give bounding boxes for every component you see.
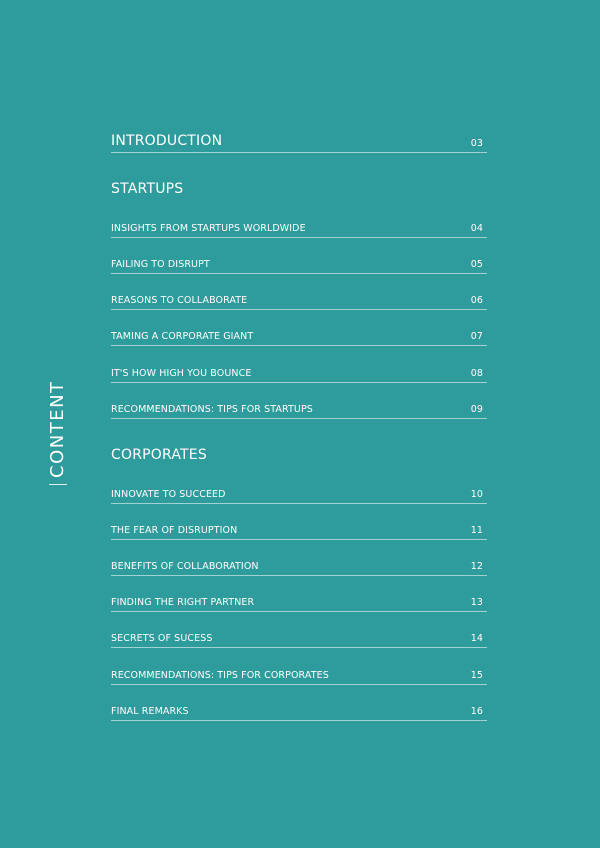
section-heading-startups: STARTUPS <box>111 181 184 197</box>
toc-entry-page: 15 <box>470 669 483 681</box>
toc-entry[interactable] <box>111 359 487 383</box>
toc-entry[interactable] <box>111 624 487 648</box>
toc-entry[interactable] <box>111 516 487 540</box>
toc-entry-title: FINAL REMARKS <box>111 705 189 717</box>
toc-entry-page: 12 <box>470 560 483 572</box>
toc-entry[interactable] <box>111 480 487 504</box>
side-label-divider <box>49 484 67 485</box>
toc-entry-title: INTRODUCTION <box>111 133 223 149</box>
toc-entry-title: SECRETS OF SUCESS <box>111 632 213 644</box>
toc-entry-page: 08 <box>470 367 483 379</box>
toc-entry-page: 16 <box>470 705 483 717</box>
toc-entry[interactable] <box>111 588 487 612</box>
toc-entry[interactable] <box>111 552 487 576</box>
toc-entry-page: 10 <box>470 488 483 500</box>
toc-entry-page: 07 <box>470 330 483 342</box>
toc-entry-title: INSIGHTS FROM STARTUPS WORLDWIDE <box>111 222 306 234</box>
toc-entry-page: 14 <box>470 632 483 644</box>
toc-entry-page: 04 <box>470 222 483 234</box>
toc-entry-title: IT'S HOW HIGH YOU BOUNCE <box>111 367 252 379</box>
toc-entry-page: 13 <box>470 596 483 608</box>
toc-entry-page: 05 <box>470 258 483 270</box>
toc-entry[interactable] <box>111 250 487 274</box>
toc-entry-title: BENEFITS OF COLLABORATION <box>111 560 259 572</box>
section-heading-corporates: CORPORATES <box>111 447 207 463</box>
toc-entry[interactable] <box>111 697 487 721</box>
toc-entry[interactable] <box>111 286 487 310</box>
toc-entry-title: FAILING TO DISRUPT <box>111 258 210 270</box>
toc-entry-title: RECOMMENDATIONS: TIPS FOR STARTUPS <box>111 403 313 415</box>
toc-entry[interactable] <box>111 214 487 238</box>
toc-entry-title: INNOVATE TO SUCCEED <box>111 488 226 500</box>
toc-entry-page: 06 <box>470 294 483 306</box>
toc-entry-introduction[interactable] <box>111 128 487 153</box>
toc-entry[interactable] <box>111 322 487 346</box>
toc-entry-page: 09 <box>470 403 483 415</box>
toc-entry[interactable] <box>111 661 487 685</box>
toc-entry-title: FINDING THE RIGHT PARTNER <box>111 596 255 608</box>
toc-entry-title: THE FEAR OF DISRUPTION <box>111 524 238 536</box>
toc-entry-title: TAMING A CORPORATE GIANT <box>111 330 254 342</box>
toc-entry-title: RECOMMENDATIONS: TIPS FOR CORPORATES <box>111 669 329 681</box>
side-label-text: CONTENT <box>47 380 68 478</box>
toc-entry-title: REASONS TO COLLABORATE <box>111 294 248 306</box>
toc-entry[interactable] <box>111 395 487 419</box>
toc-entry-page: 03 <box>470 137 483 149</box>
toc-entry-page: 11 <box>470 524 483 536</box>
side-label <box>49 380 67 485</box>
